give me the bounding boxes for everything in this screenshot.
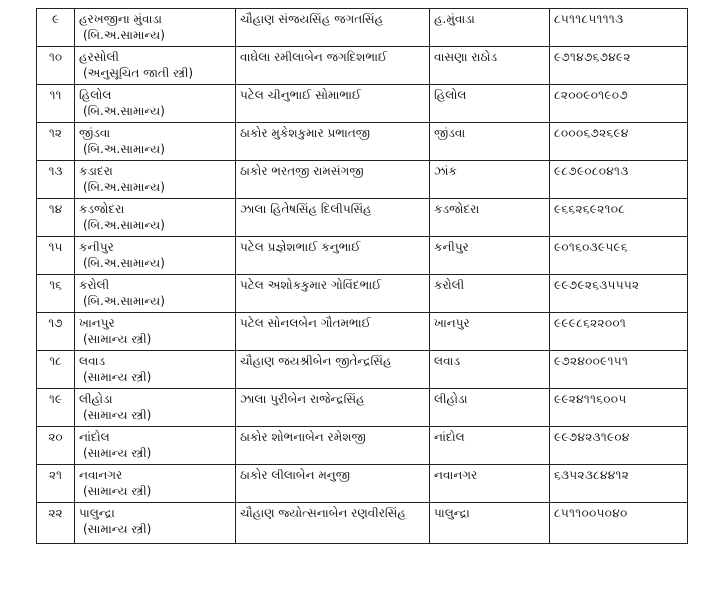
- phone-number: ૯૭૨૪૦૦૯૧૫૧: [550, 351, 688, 389]
- table-row: [37, 427, 688, 465]
- serial-number: ૨૨: [37, 503, 75, 544]
- member-name: ચૌહાણ જયશ્રીબેન જીતેન્દ્રસિંહ: [236, 351, 430, 389]
- table-row: [37, 503, 688, 544]
- serial-number: ૧૧: [37, 85, 75, 123]
- table-body: [37, 9, 688, 544]
- serial-number: ૧૭: [37, 313, 75, 351]
- phone-number: ૯૦૧૬૦૩૯૫૯૬: [550, 237, 688, 275]
- place: જીંડવા: [430, 123, 550, 161]
- phone-number: ૮૦૦૦૬૭૨૬૯૪: [550, 123, 688, 161]
- village-cell: [75, 123, 236, 161]
- category: (બિ.અ.સામાન્ય): [83, 180, 165, 194]
- member-name: પટેલ પ્રજ્ઞેશભાઈ કનુભાઈ: [236, 237, 430, 275]
- category: (સામાન્ય સ્ત્રી): [83, 370, 152, 384]
- phone-number: ૯૭૧૪૭૬૭૪૯૨: [550, 47, 688, 85]
- serial-number: ૧૯: [37, 389, 75, 427]
- serial-number: ૧૫: [37, 237, 75, 275]
- member-name: પટેલ ચીનુભાઈ સોમાભાઈ: [236, 85, 430, 123]
- member-name: વાઘેલા રમીલાબેન જગદિશભાઈ: [236, 47, 430, 85]
- village-cell: [75, 313, 236, 351]
- place: કનીપુર: [430, 237, 550, 275]
- serial-number: ૨૧: [37, 465, 75, 503]
- village-cell: [75, 47, 236, 85]
- member-name: પટેલ અશોકકુમાર ગોવિંદભાઈ: [236, 275, 430, 313]
- phone-number: ૬૩૫૨૩૮૪૪૧૨: [550, 465, 688, 503]
- village-cell: [75, 465, 236, 503]
- phone-number: ૮૨૦૦૯૦૧૯૦૭: [550, 85, 688, 123]
- serial-number: ૧૬: [37, 275, 75, 313]
- member-name: ચૌહાણ સંજયસિંહ જગતસિંહ: [236, 9, 430, 47]
- category: (બિ.અ.સામાન્ય): [83, 104, 165, 118]
- village-cell: [75, 161, 236, 199]
- table-row: [37, 47, 688, 85]
- village-name: ખાનપુર: [79, 316, 115, 330]
- phone-number: ૯૯૨૪૧૧૬૦૦૫: [550, 389, 688, 427]
- category: (બિ.અ.સામાન્ય): [83, 142, 165, 156]
- table-row: [37, 161, 688, 199]
- village-name: લીહોડા: [79, 392, 113, 406]
- member-name: ચૌહાણ જ્યોત્સનાબેન રણવીરસિંહ: [236, 503, 430, 544]
- village-name: હિલોલ: [79, 88, 112, 102]
- table-row: [37, 313, 688, 351]
- place: નવાનગર: [430, 465, 550, 503]
- village-cell: [75, 199, 236, 237]
- category: (સામાન્ય સ્ત્રી): [83, 332, 152, 346]
- place: કડજોદરા: [430, 199, 550, 237]
- table-row: [37, 351, 688, 389]
- village-cell: [75, 427, 236, 465]
- member-name: ઝાલા હિતેષસિંહ દિલીપસિંહ: [236, 199, 430, 237]
- table-row: [37, 275, 688, 313]
- member-name: ઠાકોર મુકેશકુમાર પ્રભાતજી: [236, 123, 430, 161]
- village-name: જીંડવા: [79, 126, 111, 140]
- village-name: કરોલી: [79, 278, 110, 292]
- serial-number: ૧૨: [37, 123, 75, 161]
- category: (બિ.અ.સામાન્ય): [83, 294, 165, 308]
- table-row: [37, 389, 688, 427]
- serial-number: ૧૦: [37, 47, 75, 85]
- table-row: [37, 85, 688, 123]
- village-name: નવાનગર: [79, 468, 123, 482]
- place: ઝાંક: [430, 161, 550, 199]
- serial-number: ૧૮: [37, 351, 75, 389]
- serial-number: ૯: [37, 9, 75, 47]
- place: કરોલી: [430, 275, 550, 313]
- place: હિલોલ: [430, 85, 550, 123]
- village-name: હરખજીના મુંવાડા: [79, 12, 162, 26]
- place: પાલુન્દ્રા: [430, 503, 550, 544]
- phone-number: ૯૮૭૯૦૮૦૪૧૩: [550, 161, 688, 199]
- member-name: પટેલ સોનલબેન ગૌતમભાઈ: [236, 313, 430, 351]
- village-name: કનીપુર: [79, 240, 114, 254]
- village-cell: [75, 389, 236, 427]
- member-name: ઠાકોર શોભનાબેન રમેશજી: [236, 427, 430, 465]
- place: લવાડ: [430, 351, 550, 389]
- place: લીહોડા: [430, 389, 550, 427]
- category: (બિ.અ.સામાન્ય): [83, 256, 165, 270]
- place: નાંદોલ: [430, 427, 550, 465]
- category: (અનુસૂચિત જાતી સ્ત્રી): [83, 66, 194, 80]
- category: (બિ.અ.સામાન્ય): [83, 28, 165, 42]
- village-cell: [75, 85, 236, 123]
- village-name: હરસોલી: [79, 50, 119, 64]
- serial-number: ૧૪: [37, 199, 75, 237]
- place: ખાનપુર: [430, 313, 550, 351]
- place: વાસણા રાઠોડ: [430, 47, 550, 85]
- category: (સામાન્ય સ્ત્રી): [83, 522, 152, 536]
- serial-number: ૧૩: [37, 161, 75, 199]
- village-cell: [75, 237, 236, 275]
- member-table: [36, 8, 688, 544]
- category: (સામાન્ય સ્ત્રી): [83, 446, 152, 460]
- table-row: [37, 199, 688, 237]
- serial-number: ૨૦: [37, 427, 75, 465]
- phone-number: ૮૫૧૧૦૦૫૦૪૦: [550, 503, 688, 544]
- village-name: નાંદોલ: [79, 430, 110, 444]
- phone-number: ૯૬૬૨૬૯૨૧૦૮: [550, 199, 688, 237]
- phone-number: ૮૫૧૧૮૫૧૧૧૩: [550, 9, 688, 47]
- phone-number: ૯૯૭૯૨૬૩૫૫૫૨: [550, 275, 688, 313]
- table-row: [37, 9, 688, 47]
- village-name: પાલુન્દ્રા: [79, 506, 115, 520]
- category: (બિ.અ.સામાન્ય): [83, 218, 165, 232]
- table-row: [37, 123, 688, 161]
- category: (સામાન્ય સ્ત્રી): [83, 484, 152, 498]
- phone-number: ૯૯૭૪૨૩૧૯૦૪: [550, 427, 688, 465]
- table-row: [37, 237, 688, 275]
- member-name: ઠાકોર ભરતજી રામસંગજી: [236, 161, 430, 199]
- place: હ.મુંવાડા: [430, 9, 550, 47]
- village-name: કડજોદરા: [79, 202, 125, 216]
- village-cell: [75, 275, 236, 313]
- category: (સામાન્ય સ્ત્રી): [83, 408, 152, 422]
- member-name: ઝાલા પુરીબેન રાજેન્દ્રસિંહ: [236, 389, 430, 427]
- village-cell: [75, 503, 236, 544]
- phone-number: ૯૯૯૮૬૨૨૦૦૧: [550, 313, 688, 351]
- village-name: લવાડ: [79, 354, 106, 368]
- village-cell: [75, 9, 236, 47]
- village-name: કડાદરા: [79, 164, 113, 178]
- village-cell: [75, 351, 236, 389]
- table-row: [37, 465, 688, 503]
- member-name: ઠાકોર લીલાબેન મનુજી: [236, 465, 430, 503]
